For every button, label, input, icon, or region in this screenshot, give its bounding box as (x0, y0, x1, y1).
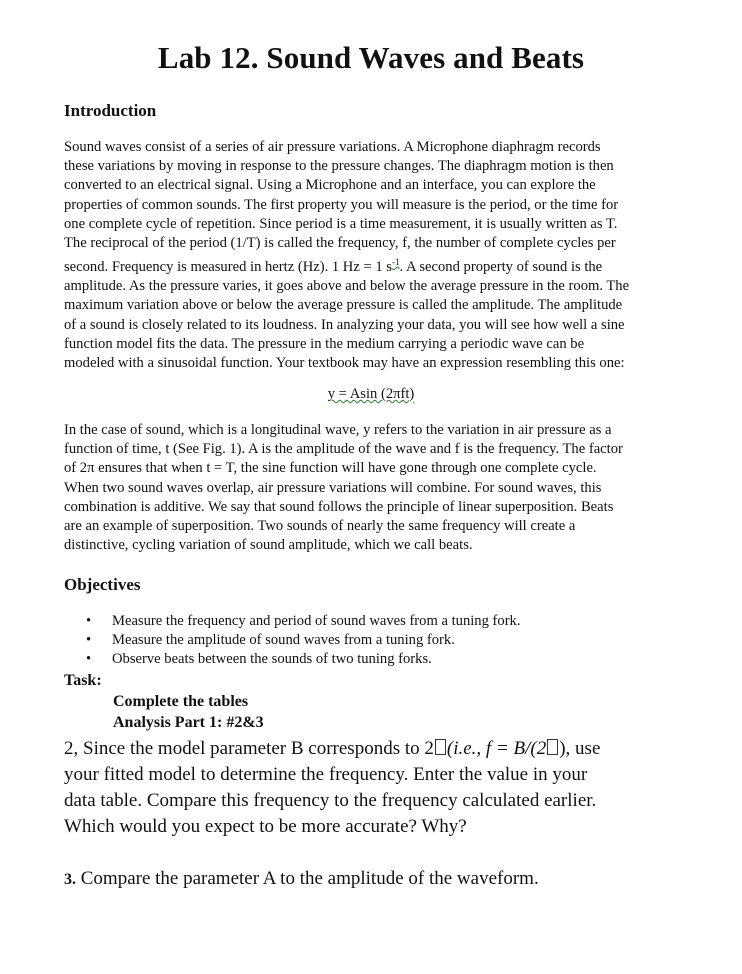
intro-line: these variations by moving in response to the pressure changes. The diaphragm motion is then (64, 158, 614, 175)
question-2-middle: (i.e., f = B/(2 (446, 738, 547, 759)
question-3 (64, 866, 704, 893)
list-item (64, 612, 521, 631)
task-line-tables: Complete the tables (113, 693, 249, 710)
page-title: Lab 12. Sound Waves and Beats (157, 40, 585, 75)
question-2-line-1 (64, 736, 704, 762)
intro-line-frequency-text: second. Frequency is measured in hertz (Hz). 1 Hz = 1 s (64, 259, 392, 276)
question-3-text: Compare the parameter A to the amplitude of the waveform. (76, 868, 539, 889)
bullet-icon: • (86, 651, 92, 667)
para2-line: When two sound waves overlap, air pressure variations will combine. For sound waves, this (64, 479, 602, 496)
para2-line: In the case of sound, which is a longitudinal wave, y refers to the variation in air pressure as a (64, 422, 612, 438)
objective-text: Measure the frequency and period of sound waves from a tuning fork. (112, 613, 521, 629)
introduction-paragraph (64, 138, 694, 373)
missing-glyph-icon (435, 739, 446, 755)
introduction-heading: Introduction (64, 101, 157, 120)
objectives-list (64, 612, 521, 669)
para2-line: function of time, t (See Fig. 1). A is the amplitude of the wave and f is the frequency. The factor (64, 441, 623, 458)
intro-line: maximum variation above or below the average pressure is called the amplitude. The amplitude (64, 297, 623, 314)
task-line-analysis: Analysis Part 1: #2&3 (113, 714, 264, 731)
list-item (64, 631, 521, 650)
intro-line: converted to an electrical signal. Using a Microphone and an interface, you can explore the (64, 177, 596, 194)
para2-line: are an example of superposition. Two sounds of nearly the same frequency will create a (64, 518, 576, 535)
task-heading: Task: (64, 672, 102, 689)
intro-line: amplitude. As the pressure varies, it goes above and below the average pressure in the room. The (64, 278, 630, 295)
intro-line: one complete cycle of repetition. Since period is a time measurement, it is usually written as T. (64, 215, 618, 232)
superposition-paragraph (64, 421, 694, 555)
para2-line: distinctive, cycling variation of sound amplitude, which we call beats. (64, 537, 473, 554)
question-2-prefix: 2, Since the model parameter B corresponds to 2 (64, 738, 434, 759)
intro-line: Sound waves consist of a series of air pressure variations. A Microphone diaphragm records (64, 139, 601, 155)
missing-glyph-icon (547, 739, 558, 755)
intro-line: function model fits the data. The pressure in the medium carrying a periodic wave can be (64, 335, 585, 352)
intro-line: The reciprocal of the period (1/T) is called the frequency, f, the number of complete cycles per (64, 235, 616, 252)
bullet-icon: • (86, 632, 92, 648)
question-2 (64, 736, 704, 840)
intro-line: of a sound is closely related to its loudness. In analyzing your data, you will see how well a sine (64, 316, 625, 333)
objective-text: Observe beats between the sounds of two tuning forks. (112, 651, 432, 667)
question-2-line: your fitted model to determine the frequency. Enter the value in your (64, 764, 588, 785)
question-2-line: data table. Compare this frequency to the frequency calculated earlier. (64, 790, 597, 811)
objectives-heading: Objectives (64, 575, 141, 594)
question-2-suffix: ), use (559, 738, 601, 759)
objective-text: Measure the amplitude of sound waves from a tuning fork. (112, 632, 455, 648)
para2-line: of 2π ensures that when t = T, the sine function will have gone through one complete cycle. (64, 460, 597, 477)
list-item (64, 650, 521, 669)
intro-line: properties of common sounds. The first property you will measure is the period, or the time for (64, 196, 619, 213)
exponent-minus-one: -1 (391, 257, 400, 268)
intro-line-frequency (64, 253, 694, 277)
para2-line: combination is additive. We say that sound follows the principle of linear superposition. Beats (64, 498, 614, 515)
sine-equation (0, 386, 742, 403)
equation-text: y = Asin (2πft) (327, 386, 415, 402)
intro-line-frequency-tail: . A second property of sound is the (399, 259, 603, 276)
question-2-line: Which would you expect to be more accurate? Why? (64, 816, 467, 837)
bullet-icon: • (86, 613, 92, 629)
question-3-number: 3. (64, 871, 76, 888)
intro-line: modeled with a sinusoidal function. Your textbook may have an expression resembling this one: (64, 355, 625, 372)
